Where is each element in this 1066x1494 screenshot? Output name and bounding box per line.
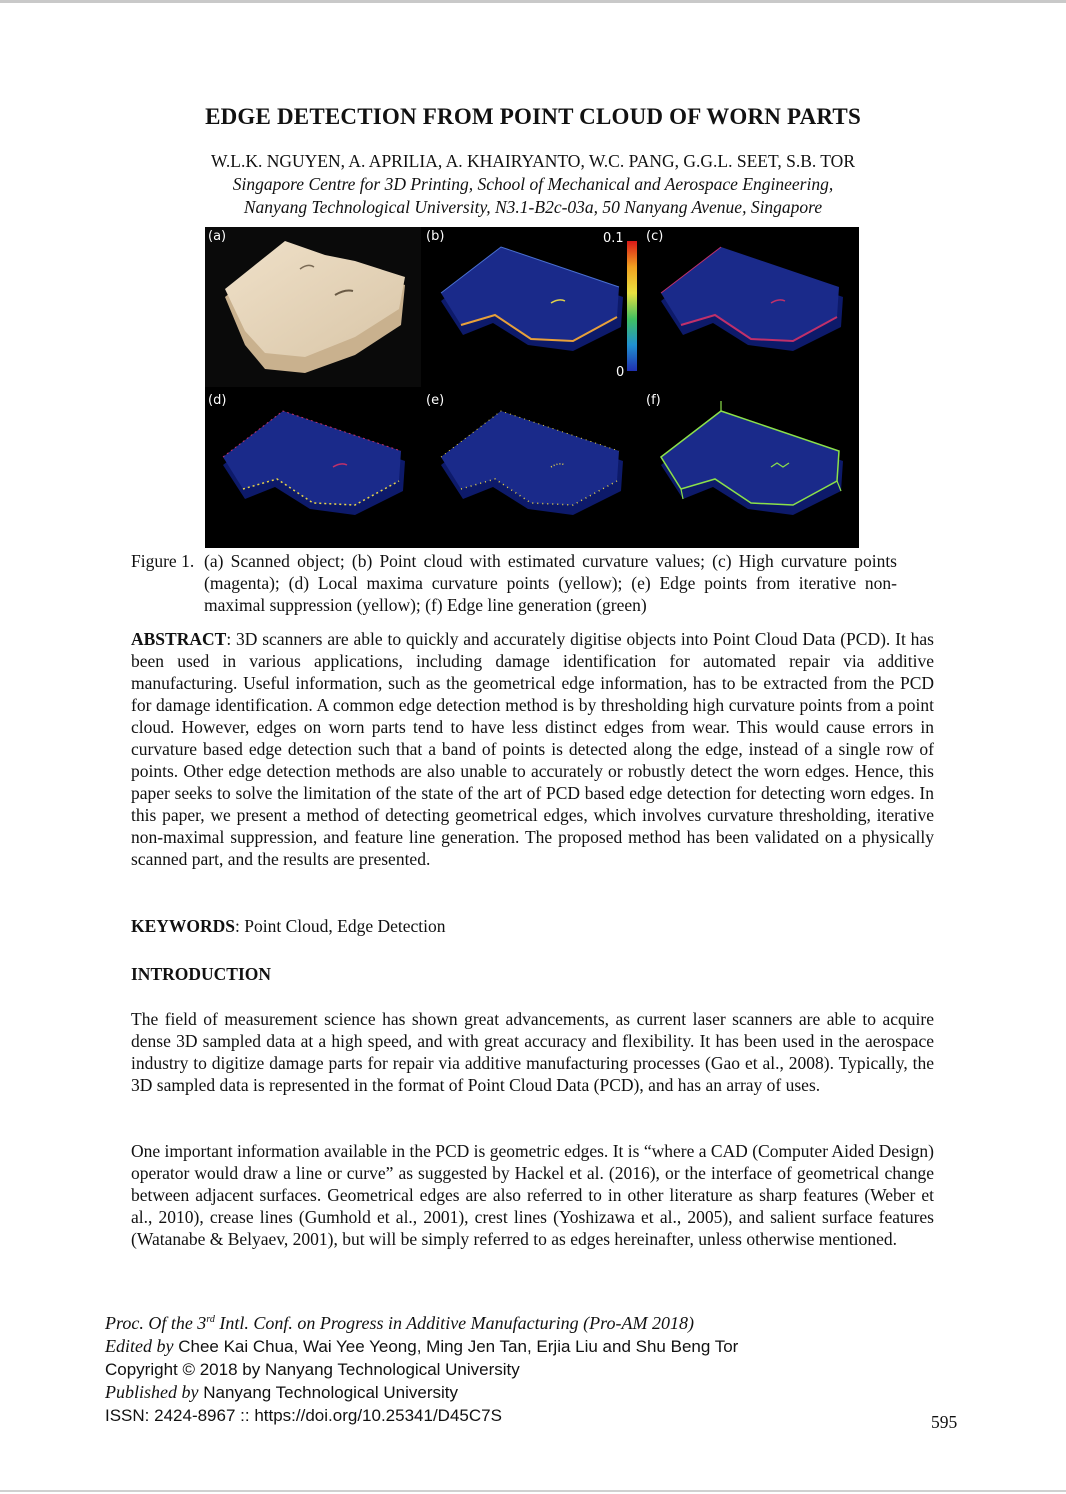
- figure-1: [205, 227, 859, 548]
- abstract-label: ABSTRACT: [131, 629, 227, 649]
- footer-line-issn-doi: ISSN: 2424-8967 :: https://doi.org/10.25341/D45C7S: [105, 1406, 502, 1425]
- curvature-colorbar: [627, 241, 637, 371]
- panel-label-b: (b): [426, 229, 445, 244]
- top-border: [0, 0, 1066, 3]
- affiliation-line-2: Nanyang Technological University, N3.1-B2c-03a, 50 Nanyang Avenue, Singapore: [243, 197, 823, 217]
- panel-f-edge-lines: [643, 391, 859, 548]
- introduction-paragraph-2: One important information available in the PCD is geometric edges. It is “where a CAD (Computer Aided Design) operator would draw a line or curve” as suggested by Hackel et al. (2016), or the interface of geometrical change between adjacent surfaces. Geometrical edges are also referred to in other literature as sharp features (Weber et al., 2010), crease lines (Gumhold et al., 2001), crest lines (Yoshizawa et al., 2005), and salient surface features (Watanabe & Belyaev, 2001), but will be simply referred to as edges hereinafter, unless otherwise mentioned.: [131, 1141, 934, 1249]
- colorbar-min-label: 0: [616, 365, 625, 380]
- panel-label-a: (a): [208, 229, 227, 244]
- panel-d-local-maxima: [205, 391, 421, 548]
- scanned-object-photo: [205, 227, 421, 387]
- figure-caption: [131, 550, 897, 616]
- edge-line-generation: [643, 391, 859, 548]
- footer-line-proceedings: Proc. Of the 3rd Intl. Conf. on Progress in Additive Manufacturing (Pro-AM 2018): [105, 1313, 694, 1333]
- high-curvature-points: [643, 227, 859, 387]
- introduction-paragraph-1: The field of measurement science has shown great advancements, as current laser scanners are able to acquire dense 3D sampled data at a high speed, and with great accuracy and flexibility. It has been used in the aerospace industry to digitize damage parts for repair via additive manufacturing processes (Gao et al., 2008). Typically, the 3D sampled data is represented in the format of Point Cloud Data (PCD), and has an array of uses.: [131, 1009, 934, 1095]
- footer-line-publisher: Published by Nanyang Technological University: [105, 1382, 459, 1402]
- introduction-heading: INTRODUCTION: [131, 964, 272, 984]
- curvature-point-cloud: [423, 227, 639, 387]
- local-maxima-points: [205, 391, 421, 548]
- author-list: W.L.K. NGUYEN, A. APRILIA, A. KHAIRYANTO, W.C. PANG, G.G.L. SEET, S.B. TOR: [210, 151, 855, 171]
- edge-points: [423, 391, 639, 548]
- panel-label-c: (c): [646, 229, 664, 244]
- panel-label-d: (d): [208, 393, 227, 408]
- caption-text: (a) Scanned object; (b) Point cloud with estimated curvature values; (c) High curvature points (magenta); (d) Local maxima curvature points (yellow); (e) Edge points from iterative non-maximal suppression (yellow); (f) Edge line generation (green): [204, 551, 897, 615]
- keywords-label: KEYWORDS: [131, 916, 236, 936]
- keywords: [131, 915, 934, 937]
- panel-label-f: (f): [646, 393, 661, 408]
- panel-e-edge-points: [423, 391, 639, 548]
- page-number: 595: [931, 1412, 958, 1432]
- bottom-border: [0, 1490, 1066, 1492]
- affiliation-line-1: Singapore Centre for 3D Printing, School of Mechanical and Aerospace Engineering,: [232, 174, 834, 194]
- panel-label-e: (e): [426, 393, 445, 408]
- footer-line-copyright: Copyright © 2018 by Nanyang Technological University: [105, 1360, 520, 1379]
- abstract: [131, 628, 934, 870]
- panel-b-curvature: [423, 227, 639, 387]
- colorbar-max-label: 0.1: [603, 231, 624, 246]
- footer-line-editors: Edited by Chee Kai Chua, Wai Yee Yeong, Ming Jen Tan, Erjia Liu and Shu Beng Tor: [105, 1336, 739, 1356]
- proceedings-footer: [105, 1308, 738, 1427]
- caption-lead: Figure 1.: [131, 551, 195, 571]
- panel-c-high-curvature: [643, 227, 859, 387]
- keywords-text: : Point Cloud, Edge Detection: [235, 916, 446, 936]
- paper-title: EDGE DETECTION FROM POINT CLOUD OF WORN PARTS: [205, 104, 861, 129]
- panel-a-scanned-object: [205, 227, 421, 387]
- abstract-text: : 3D scanners are able to quickly and accurately digitise objects into Point Cloud Data (PCD). It has been used in various applications, including damage identification for automated repair via additive manufacturing. Useful information, such as the geometrical edge information, has to be extracted from the PCD for damage identification. A common edge detection method is by thresholding high curvature points from a point cloud. However, edges on worn parts tend to have less distinct edges from wear. This would cause errors in curvature based edge detection such that a band of points is detected along the edge, instead of a single row of points. Other edge detection methods are also unable to accurately or robustly detect the worn edges. Hence, this paper seeks to solve the limitation of the state of the art of PCD based edge detection for detecting worn edges. In this paper, we present a method of detecting geometrical edges, which involves curvature thresholding, iterative non-maximal suppression, and feature line generation. The proposed method has been validated on a physically scanned part, and the results are presented.: [131, 629, 934, 869]
